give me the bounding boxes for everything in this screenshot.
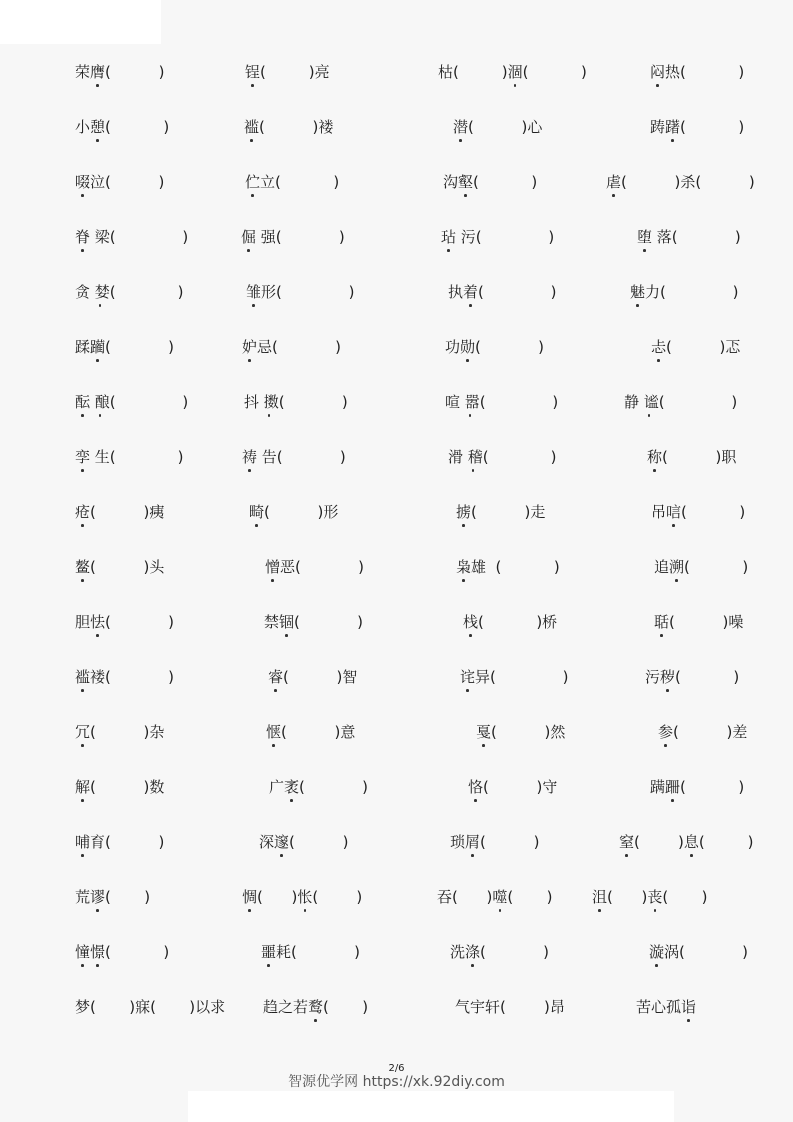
emphasized-character: 脊 (75, 228, 91, 246)
emphasized-character: 谧 (639, 393, 659, 411)
word-text: 沟 (443, 173, 459, 191)
word-item (630, 282, 738, 302)
word-text: ( ) (662, 888, 708, 906)
emphasized-character: 魅 (630, 283, 646, 301)
emphasized-character: 膺 (90, 63, 106, 81)
emphasized-character: 堕 (637, 228, 653, 246)
word-item (654, 557, 748, 577)
word-text: 枯 (438, 63, 454, 81)
emphasized-character: 惆 (242, 888, 258, 906)
word-item (650, 777, 744, 797)
word-text: 执 (448, 283, 464, 301)
word-text: ( ) (634, 833, 684, 851)
word-item (637, 227, 741, 247)
word-text: 形( ) (261, 283, 355, 301)
emphasized-character: 解 (75, 778, 91, 796)
emphasized-character: 诣 (681, 998, 697, 1016)
worksheet-row (0, 227, 793, 251)
word-item (244, 392, 348, 412)
word-text: 污( ) (456, 228, 555, 246)
word-text: ( ) (482, 448, 557, 466)
word-text: 吊 (651, 503, 667, 521)
word-text: 功 (445, 338, 461, 356)
emphasized-character: 栈 (463, 613, 479, 631)
word-text: ( ) (105, 613, 174, 631)
word-text: ( ) (607, 888, 648, 906)
word-text: 梦( )寐( )以求 (75, 998, 226, 1016)
worksheet-row (0, 502, 793, 526)
word-text: ( )杂 (90, 723, 165, 741)
emphasized-character: 聒 (654, 613, 670, 631)
word-item (445, 392, 558, 412)
word-text: 蹂 (75, 338, 91, 356)
word-item (438, 62, 587, 82)
worksheet-row (0, 172, 793, 196)
word-item (658, 722, 747, 742)
word-item (645, 667, 739, 687)
worksheet-row (0, 777, 793, 801)
word-text: ( ) (105, 888, 151, 906)
word-item (624, 392, 737, 412)
word-item (448, 282, 557, 302)
word-text: 追 (654, 558, 670, 576)
word-text: 踌 (650, 118, 666, 136)
word-item (242, 337, 341, 357)
word-text: 广 (269, 778, 285, 796)
emphasized-character: 邃 (274, 833, 290, 851)
emphasized-character: 袤 (284, 778, 300, 796)
emphasized-character: 窒 (619, 833, 635, 851)
word-text: ( ) (480, 833, 540, 851)
emphasized-character: 参 (658, 723, 674, 741)
word-text: 褛( ) (90, 668, 174, 686)
word-item (448, 447, 557, 467)
word-text: ( ) (257, 888, 298, 906)
word-item (445, 337, 544, 357)
emphasized-character: 潜 (453, 118, 469, 136)
word-item (75, 942, 169, 962)
emphasized-character: 憧 (75, 943, 91, 961)
word-text: ( ) (480, 943, 549, 961)
word-item (647, 447, 736, 467)
worksheet-row (0, 117, 793, 141)
emphasized-character: 涤 (465, 943, 481, 961)
word-text: ( ) (479, 393, 559, 411)
word-item (651, 502, 745, 522)
word-text: 告( ) (257, 448, 346, 466)
word-text: ( )噪 (669, 613, 744, 631)
word-text: 洗 (450, 943, 466, 961)
word-item (592, 887, 707, 907)
word-text: ( ) (294, 613, 363, 631)
word-text: ( ) (259, 118, 319, 136)
word-item (75, 117, 169, 137)
emphasized-character: 啜 (75, 173, 91, 191)
word-text: ( )头 (90, 558, 165, 576)
word-text: 育( ) (90, 833, 165, 851)
word-text: ( ) (522, 63, 587, 81)
word-text: ( ) (680, 778, 745, 796)
word-text: ( )形 (264, 503, 339, 521)
word-text: ( ) (658, 393, 738, 411)
word-text: 立( ) (260, 173, 340, 191)
word-text: 禁 (264, 613, 280, 631)
word-item (245, 172, 339, 192)
emphasized-character: 屑 (465, 833, 481, 851)
word-text: 喧 (445, 393, 461, 411)
word-text: 落( ) (652, 228, 741, 246)
word-text: 滑 (448, 448, 464, 466)
worksheet-row (0, 887, 793, 911)
word-text: ( )亮 (260, 63, 330, 81)
word-text: ( )智 (283, 668, 358, 686)
emphasized-character: 褴 (244, 118, 260, 136)
word-text: ( ) (109, 393, 189, 411)
word-item (75, 392, 188, 412)
word-text: 琐 (450, 833, 466, 851)
word-item (75, 722, 164, 742)
word-item (463, 612, 557, 632)
word-item (443, 172, 537, 192)
emphasized-character: 躇 (665, 118, 681, 136)
word-text: ( ) (289, 833, 349, 851)
word-item (651, 337, 740, 357)
word-item (75, 612, 174, 632)
emphasized-character: 疮 (75, 503, 91, 521)
word-item (75, 777, 164, 797)
emphasized-character: 褴 (75, 668, 91, 686)
word-text: 抖 (244, 393, 260, 411)
word-item (75, 227, 188, 247)
emphasized-character: 恪 (468, 778, 484, 796)
emphasized-character: 谬 (90, 888, 106, 906)
word-item (242, 447, 346, 467)
word-text: ( ) (452, 888, 493, 906)
emphasized-character: 忐 (651, 338, 667, 356)
word-item (453, 117, 542, 137)
emphasized-character: 嚣 (460, 393, 480, 411)
worksheet-row (0, 337, 793, 361)
word-item (241, 227, 345, 247)
word-item (261, 942, 360, 962)
emphasized-character: 怅 (297, 888, 313, 906)
emphasized-character: 壑 (458, 173, 474, 191)
word-text: ( ) (675, 668, 740, 686)
word-text: ( ) (684, 558, 749, 576)
emphasized-character: 擞 (259, 393, 279, 411)
word-text: 荒 (75, 888, 91, 906)
emphasized-character: 跚 (665, 778, 681, 796)
word-item (450, 942, 549, 962)
word-item (75, 447, 183, 467)
word-text: ( ) (698, 833, 754, 851)
word-item (649, 942, 748, 962)
word-text: ( ) (681, 503, 746, 521)
word-item (242, 887, 362, 907)
word-text: ( ) (680, 118, 745, 136)
word-text: 梁( ) (90, 228, 189, 246)
word-item (441, 227, 554, 247)
word-text: 恶( ) (280, 558, 364, 576)
word-text: ( ) (478, 283, 557, 301)
emphasized-character: 鹜 (308, 998, 324, 1016)
emphasized-character: 伫 (245, 173, 261, 191)
word-text: ( )忑 (666, 338, 741, 356)
word-item (606, 172, 755, 192)
page-number: 2/6 (388, 1063, 405, 1074)
emphasized-character: 秽 (660, 668, 676, 686)
worksheet-row (0, 447, 793, 471)
word-text: 小 (75, 118, 91, 136)
word-text: ( ) (323, 998, 369, 1016)
word-text: ( )数 (90, 778, 165, 796)
emphasized-character: 闷 (650, 63, 666, 81)
worksheet-row (0, 62, 793, 86)
emphasized-character: 祷 (242, 448, 258, 466)
word-text: 吞 (437, 888, 453, 906)
word-item (75, 62, 164, 82)
word-item (455, 997, 565, 1017)
word-text: 耗( ) (276, 943, 360, 961)
emphasized-character: 掳 (456, 503, 472, 521)
emphasized-character: 虐 (606, 173, 622, 191)
word-text: ( )桥 (478, 613, 558, 631)
word-item (75, 887, 150, 907)
word-item (437, 887, 552, 907)
word-item (619, 832, 754, 852)
emphasized-character: 躏 (90, 338, 106, 356)
word-text: 静 (624, 393, 640, 411)
word-text: ( ) (105, 63, 165, 81)
word-item (476, 722, 565, 742)
word-text: ( )职 (662, 448, 737, 466)
emphasized-character: 噬 (492, 888, 508, 906)
worksheet-row (0, 997, 793, 1021)
word-item (650, 117, 744, 137)
word-text: 趋之若 (263, 998, 309, 1016)
emphasized-character: 憎 (265, 558, 281, 576)
word-item (75, 337, 174, 357)
word-item (75, 832, 164, 852)
word-text: 荣 (75, 63, 91, 81)
word-item (650, 62, 744, 82)
word-text: ( ) (507, 888, 553, 906)
word-text: ( ) (453, 63, 508, 81)
word-text: ( ) (105, 118, 170, 136)
word-item (456, 502, 545, 522)
word-item (654, 612, 743, 632)
word-item (259, 832, 348, 852)
emphasized-character: 诧 (460, 668, 476, 686)
word-text: 胆 (75, 613, 91, 631)
word-item (269, 777, 368, 797)
word-item (75, 282, 184, 302)
emphasized-character: 妒 (242, 338, 258, 356)
emphasized-character: 鳌 (75, 558, 91, 576)
emphasized-character: 哺 (75, 833, 91, 851)
emphasized-character: 锃 (245, 63, 261, 81)
word-item (450, 832, 539, 852)
word-item (75, 502, 164, 522)
emphasized-character: 漩 (649, 943, 665, 961)
word-item (263, 997, 368, 1017)
word-text: 异( ) (475, 668, 569, 686)
emphasized-character: 孪 (75, 448, 91, 466)
word-text: 苦心孤 (636, 998, 682, 1016)
worksheet-row (0, 722, 793, 746)
word-text: 气宇轩( )昂 (455, 998, 565, 1016)
word-text: ( )杀( ) (621, 173, 755, 191)
word-item (245, 62, 330, 82)
word-text: ( ) (312, 888, 363, 906)
word-text: 污 (645, 668, 661, 686)
emphasized-character: 惬 (266, 723, 282, 741)
word-item (75, 172, 164, 192)
word-text: ( )差 (673, 723, 748, 741)
word-item (636, 997, 696, 1017)
word-text: 贪 (75, 283, 91, 301)
emphasized-character: 婪 (90, 283, 110, 301)
word-item (468, 777, 557, 797)
word-text: 热( ) (665, 63, 745, 81)
emphasized-character: 称 (647, 448, 663, 466)
emphasized-character: 冗 (75, 723, 91, 741)
bottom-blank-box (188, 1091, 674, 1122)
word-text: 雄 ( ) (471, 558, 560, 576)
word-text: ( ) (473, 173, 538, 191)
word-text: ( )然 (491, 723, 566, 741)
word-text: 力( ) (645, 283, 739, 301)
word-item (265, 557, 364, 577)
emphasized-character: 雏 (246, 283, 262, 301)
emphasized-character: 憬 (90, 943, 106, 961)
word-text: ( ) (105, 338, 174, 356)
worksheet-row (0, 557, 793, 581)
emphasized-character: 涸 (507, 63, 523, 81)
word-item (75, 997, 225, 1017)
word-text: 涡( ) (664, 943, 748, 961)
word-item (75, 667, 174, 687)
word-item (249, 502, 338, 522)
emphasized-character: 丧 (647, 888, 663, 906)
word-item (75, 557, 164, 577)
worksheet-row (0, 612, 793, 636)
word-text: 泣( ) (90, 173, 165, 191)
word-text: 深 (259, 833, 275, 851)
worksheet-row (0, 942, 793, 966)
emphasized-character: 息 (683, 833, 699, 851)
emphasized-character: 着 (463, 283, 479, 301)
word-text: ( )心 (468, 118, 543, 136)
word-text: 褛 (318, 118, 334, 136)
word-text: ( )意 (281, 723, 356, 741)
word-item (456, 557, 560, 577)
worksheet-row (0, 667, 793, 691)
emphasized-character: 溯 (669, 558, 685, 576)
emphasized-character: 锢 (279, 613, 295, 631)
emphasized-character: 怯 (90, 613, 106, 631)
word-text: ( ) (109, 283, 184, 301)
emphasized-character: 憩 (90, 118, 106, 136)
worksheet-row (0, 282, 793, 306)
emphasized-character: 沮 (592, 888, 608, 906)
word-item (266, 722, 355, 742)
worksheet-row (0, 392, 793, 416)
word-item (244, 117, 333, 137)
word-item (268, 667, 357, 687)
word-text: ( ) (299, 778, 368, 796)
word-text: 生( ) (90, 448, 184, 466)
emphasized-character: 玷 (441, 228, 457, 246)
word-text: 忌( ) (257, 338, 341, 356)
emphasized-character: 睿 (268, 668, 284, 686)
site-watermark: 智源优学网 https://xk.92diy.com (288, 1074, 505, 1090)
word-text: 强( ) (256, 228, 345, 246)
emphasized-character: 酝 (75, 393, 91, 411)
emphasized-character: 噩 (261, 943, 277, 961)
emphasized-character: 勋 (460, 338, 476, 356)
word-item (246, 282, 354, 302)
word-text: ( ) (278, 393, 348, 411)
word-text: ( )痍 (90, 503, 165, 521)
emphasized-character: 枭 (456, 558, 472, 576)
word-text: ( )走 (471, 503, 546, 521)
emphasized-character: 酿 (90, 393, 110, 411)
emphasized-character: 戛 (476, 723, 492, 741)
word-item (264, 612, 363, 632)
worksheet-row (0, 832, 793, 856)
emphasized-character: 畸 (249, 503, 265, 521)
word-text: 蹒 (650, 778, 666, 796)
emphasized-character: 倔 (241, 228, 257, 246)
word-text: ( ) (475, 338, 544, 356)
word-text: ( ) (105, 943, 170, 961)
emphasized-character: 稽 (463, 448, 483, 466)
word-item (460, 667, 568, 687)
word-text: ( )守 (483, 778, 558, 796)
emphasized-character: 唁 (666, 503, 682, 521)
